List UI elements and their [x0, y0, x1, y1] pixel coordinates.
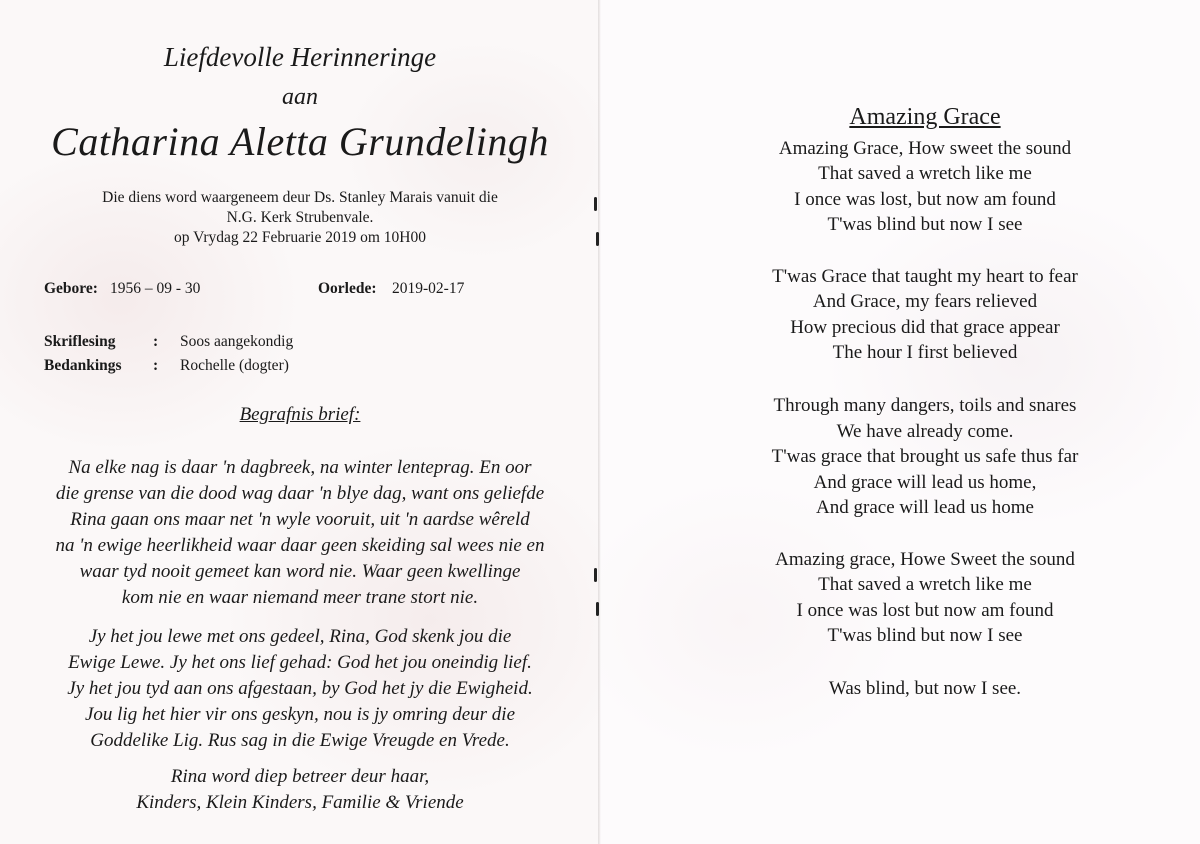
- hymn-line: Amazing grace, Howe Sweet the sound: [775, 549, 1075, 570]
- hymn-line: And grace will lead us home,: [813, 472, 1037, 493]
- letter-line: kom nie en waar niemand meer trane stort nie.: [121, 587, 479, 608]
- hymn-title: Amazing Grace: [849, 104, 1001, 130]
- born-value: 1956 – 09 - 30: [110, 280, 201, 297]
- hymn-line: I once was lost, but now am found: [794, 189, 1056, 210]
- letter-line: Na elke nag is daar 'n dagbreek, na winter lenteprag. En oor: [68, 457, 532, 478]
- hymn-line: That saved a wretch like me: [818, 574, 1032, 595]
- letter-title: Begrafnis brief:: [239, 404, 361, 425]
- service-line: op Vrydag 22 Februarie 2019 om 10H00: [174, 229, 426, 246]
- thanks-colon: :: [153, 357, 159, 374]
- reading-label: Skriflesing: [44, 333, 116, 350]
- hymn-line: Through many dangers, toils and snares: [773, 395, 1077, 416]
- letter-line: Jou lig het hier vir ons geskyn, nou is jy omring deur die: [84, 704, 516, 725]
- letter-line: Jy het jou lewe met ons gedeel, Rina, God skenk jou die: [88, 626, 512, 647]
- hymn-line: That saved a wretch like me: [818, 163, 1032, 184]
- letter-line: na 'n ewige heerlikheid waar daar geen skeiding sal wees nie en: [55, 535, 545, 556]
- closing-line: Kinders, Klein Kinders, Familie & Vriende: [136, 792, 464, 813]
- died-value: 2019-02-17: [392, 280, 465, 297]
- letter-line: Goddelike Lig. Rus sag in die Ewige Vreugde en Vrede.: [90, 730, 510, 751]
- hymn-line: We have already come.: [836, 421, 1014, 442]
- born-label: Gebore:: [44, 280, 98, 297]
- letter-line: Jy het jou tyd aan ons afgestaan, by God het jy die Ewigheid.: [67, 678, 533, 699]
- hymn-line: And grace will lead us home: [816, 497, 1034, 518]
- thanks-value: Rochelle (dogter): [180, 357, 289, 374]
- deceased-name: Catharina Aletta Grundelingh: [51, 119, 549, 164]
- hymn-line: The hour I first believed: [832, 342, 1018, 363]
- service-line: N.G. Kerk Strubenvale.: [226, 209, 374, 226]
- hymn-final-line: Was blind, but now I see.: [828, 678, 1022, 699]
- service-line: Die diens word waargeneem deur Ds. Stanley Marais vanuit die: [102, 189, 498, 206]
- thanks-label: Bedankings: [44, 357, 122, 374]
- memorial-heading: Liefdevolle Herinneringe: [163, 42, 437, 72]
- hymn-line: And Grace, my fears relieved: [812, 291, 1038, 312]
- letter-line: die grense van die dood wag daar 'n blye dag, want ons geliefde: [55, 483, 545, 504]
- closing-line: Rina word diep betreer deur haar,: [170, 766, 430, 787]
- hymn-line: T'was grace that brought us safe thus far: [771, 446, 1079, 467]
- memorial-heading-aan: aan: [282, 84, 318, 110]
- hymn-line: T'was Grace that taught my heart to fear: [772, 266, 1078, 287]
- reading-colon: :: [153, 333, 159, 350]
- hymn-line: T'was blind but now I see: [827, 214, 1023, 235]
- hymn-line: I once was lost but now am found: [796, 600, 1054, 621]
- letter-line: Rina gaan ons maar net 'n wyle vooruit, uit 'n aardse wêreld: [70, 509, 530, 530]
- hymn-line: Amazing Grace, How sweet the sound: [778, 138, 1072, 159]
- letter-line: waar tyd nooit gemeet kan word nie. Waar geen kwellinge: [79, 561, 521, 582]
- hymn-line: T'was blind but now I see: [827, 625, 1023, 646]
- hymn-line: How precious did that grace appear: [790, 317, 1060, 338]
- died-label: Oorlede:: [318, 280, 377, 297]
- letter-line: Ewige Lewe. Jy het ons lief gehad: God het jou oneindig lief.: [68, 652, 532, 673]
- reading-value: Soos aangekondig: [180, 333, 294, 350]
